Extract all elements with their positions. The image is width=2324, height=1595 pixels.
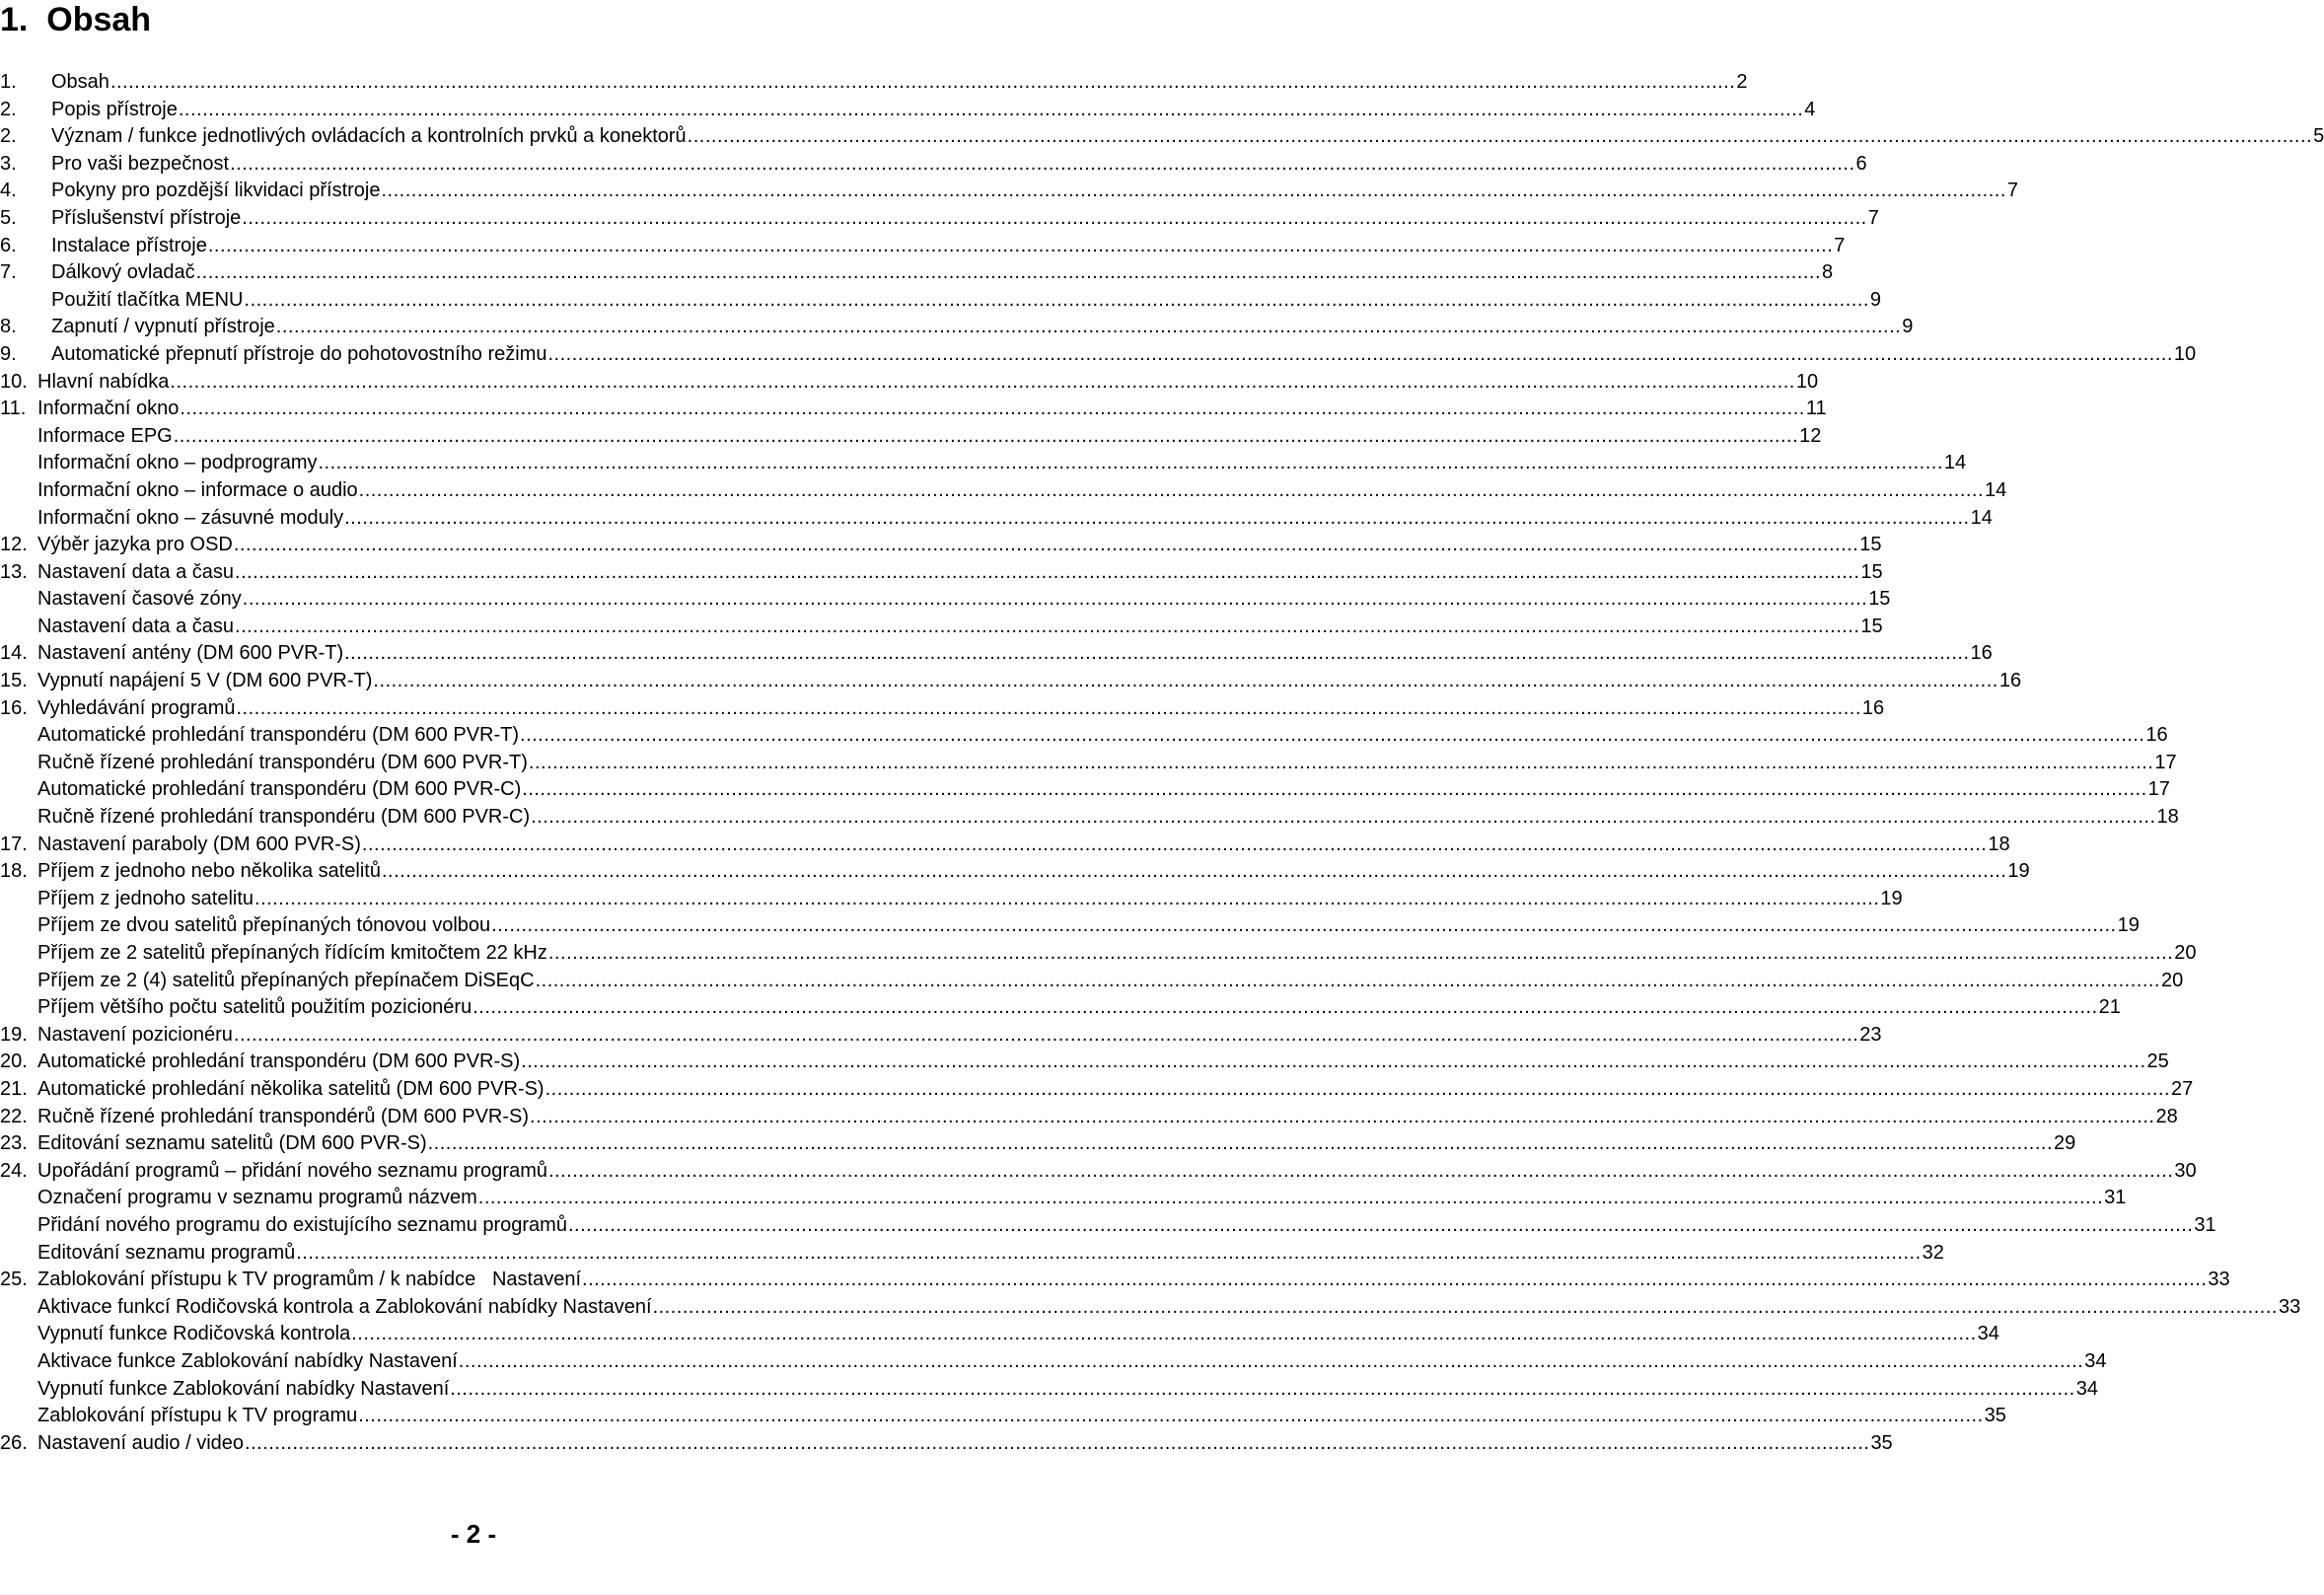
toc-entry-page: 18 [2156, 806, 2179, 829]
toc-entry-number: 3. [0, 152, 17, 175]
toc-entry-number: 26. [0, 1431, 28, 1454]
toc-entry[interactable] [0, 722, 2168, 750]
toc-entry[interactable] [0, 695, 1885, 723]
dot-leader [522, 776, 2146, 804]
toc-entry[interactable] [0, 750, 2177, 777]
dot-leader [208, 233, 1833, 260]
toc-entry-page: 29 [2054, 1132, 2076, 1155]
toc-entry-label: Informační okno [37, 398, 180, 420]
toc-entry[interactable] [0, 423, 1822, 451]
toc-entry-label: Vyhledávání programů [37, 696, 236, 719]
toc-entry[interactable] [0, 886, 1903, 913]
toc-entry-number: 2. [0, 125, 17, 148]
toc-entry-label: Aktivace funkcí Rodičovská kontrola a Zablokování nabídky Nastavení [37, 1295, 652, 1318]
dot-leader [362, 832, 1987, 859]
toc-entry-page: 9 [1902, 316, 1914, 338]
table-of-contents [0, 69, 2324, 1457]
dot-leader [478, 1185, 2103, 1212]
dot-leader [491, 912, 2116, 940]
dot-leader [428, 1130, 2053, 1158]
toc-entry[interactable] [0, 1348, 2107, 1376]
toc-entry-number: 25. [0, 1269, 28, 1291]
dot-leader [170, 369, 1794, 397]
page-number-footer: - 2 - [450, 1519, 497, 1549]
toc-entry-label: Přidání nového programu do existujícího seznamu programů [37, 1213, 567, 1236]
toc-entry-page: 4 [1804, 98, 1816, 120]
toc-entry[interactable] [0, 940, 2197, 968]
toc-entry-label: Příslušenství přístroje [51, 206, 242, 229]
toc-entry[interactable] [0, 1158, 2197, 1186]
dot-leader [548, 341, 2173, 369]
toc-entry-page: 20 [2160, 969, 2184, 991]
dot-leader [180, 396, 1804, 423]
toc-entry-label: Příjem ze 2 satelitů přepínaných řídícím kmitočtem 22 kHz [37, 942, 547, 964]
toc-entry[interactable] [0, 668, 2022, 695]
toc-entry-label: Aktivace funkce Zablokování nabídky Nastavení [37, 1349, 458, 1372]
toc-entry-page: 34 [1977, 1323, 1999, 1345]
toc-entry-page: 34 [2084, 1349, 2107, 1372]
toc-entry-label: Pokyny pro pozdější likvidaci přístroje [51, 180, 381, 202]
toc-entry-number: 21. [0, 1077, 28, 1100]
toc-entry-number: 16. [0, 696, 28, 719]
dot-leader [582, 1267, 2207, 1294]
toc-entry-label: Příjem ze 2 (4) satelitů přepínaných přepínačem DiSEqC [37, 969, 535, 991]
toc-entry-number: 23. [0, 1132, 28, 1155]
dot-leader [530, 1104, 2154, 1131]
toc-entry-label: Obsah [51, 71, 109, 93]
toc-entry-page: 15 [1860, 560, 1883, 583]
toc-entry[interactable] [0, 396, 1827, 423]
toc-entry[interactable] [0, 912, 2140, 940]
toc-entry-number: 9. [0, 342, 17, 365]
toc-entry-page: 23 [1859, 1023, 1882, 1046]
toc-entry-page: 32 [1922, 1241, 1944, 1264]
toc-entry-page: 21 [2098, 996, 2121, 1019]
dot-leader [276, 314, 1901, 341]
page-title: 1. Obsah [0, 1, 152, 38]
toc-entry-number: 19. [0, 1023, 28, 1046]
dot-leader [373, 668, 1997, 695]
toc-entry-number: 2. [0, 98, 17, 120]
toc-entry[interactable] [0, 994, 2121, 1022]
toc-entry-label: Dálkový ovladač [51, 261, 195, 284]
toc-entry-label: Příjem z jednoho satelitu [37, 887, 254, 909]
toc-entry-label: Automatické prohledání několika satelitů (DM 600 PVR-S) [37, 1077, 545, 1100]
toc-entry-page: 7 [1834, 234, 1846, 256]
toc-entry-label: Vypnutí funkce Zablokování nabídky Nastavení [37, 1377, 450, 1400]
toc-entry-page: 15 [1868, 588, 1891, 611]
dot-leader [234, 1022, 1858, 1050]
toc-entry[interactable] [0, 233, 1846, 260]
toc-entry[interactable] [0, 1130, 2076, 1158]
toc-entry-number: 22. [0, 1105, 28, 1127]
toc-entry-page: 35 [1870, 1431, 1893, 1454]
dot-leader [653, 1294, 2278, 1322]
toc-entry[interactable] [0, 1403, 2006, 1430]
toc-entry-page: 15 [1860, 615, 1883, 637]
toc-entry-number: 4. [0, 180, 17, 202]
dot-leader [359, 477, 1984, 505]
toc-entry-number: 20. [0, 1051, 28, 1073]
toc-entry[interactable] [0, 151, 1867, 179]
toc-entry-page: 11 [1805, 398, 1827, 420]
toc-entry[interactable] [0, 1240, 1944, 1268]
toc-entry-label: Výběr jazyka pro OSD [37, 534, 233, 556]
dot-leader [230, 151, 1854, 179]
toc-entry-number: 24. [0, 1159, 28, 1182]
toc-entry[interactable] [0, 1185, 2127, 1212]
toc-entry[interactable] [0, 1267, 2230, 1294]
dot-leader [529, 750, 2153, 777]
dot-leader [319, 450, 1943, 477]
toc-entry-page: 17 [2154, 751, 2177, 773]
toc-entry[interactable] [0, 1104, 2178, 1131]
toc-entry[interactable] [0, 776, 2170, 804]
toc-entry-label: Zapnutí / vypnutí přístroje [51, 316, 275, 338]
toc-entry[interactable] [0, 450, 1967, 477]
toc-entry-label: Upořádání programů – přidání nového seznamu programů [37, 1159, 547, 1182]
toc-entry-page: 2 [1736, 71, 1748, 93]
toc-entry-label: Automatické prohledání transpondéru (DM 600 PVR-S) [37, 1051, 521, 1073]
toc-entry[interactable] [0, 804, 2179, 832]
toc-entry-page: 7 [1867, 206, 1879, 229]
toc-entry-label: Automatické prohledání transpondéru (DM 600 PVR-C) [37, 778, 522, 801]
toc-entry-page: 35 [1984, 1405, 2006, 1427]
dot-leader [548, 940, 2173, 968]
toc-entry[interactable] [0, 314, 1914, 341]
toc-entry-page: 16 [1861, 696, 1885, 719]
toc-entry-number: 17. [0, 833, 28, 855]
toc-entry-number: 18. [0, 860, 28, 883]
toc-entry[interactable] [0, 287, 1882, 315]
toc-entry-page: 5 [2313, 125, 2324, 148]
toc-entry-number: 7. [0, 261, 17, 284]
toc-entry[interactable] [0, 858, 2030, 886]
toc-entry-page: 17 [2147, 778, 2170, 801]
toc-entry-page: 14 [1970, 506, 1993, 529]
toc-entry-page: 27 [2170, 1077, 2194, 1100]
toc-entry-page: 10 [2173, 342, 2197, 365]
toc-entry-label: Informační okno – podprogramy [37, 452, 318, 474]
toc-entry-page: 28 [2155, 1105, 2178, 1127]
toc-entry[interactable] [0, 832, 2010, 859]
toc-entry-page: 16 [1970, 642, 1993, 665]
toc-entry-page: 31 [2104, 1187, 2127, 1209]
toc-entry[interactable] [0, 1076, 2194, 1104]
toc-entry-page: 19 [2117, 914, 2140, 937]
toc-entry[interactable] [0, 614, 1883, 641]
toc-entry[interactable] [0, 968, 2184, 995]
toc-entry[interactable] [0, 1376, 2098, 1404]
toc-entry-label: Informační okno – informace o audio [37, 478, 358, 501]
dot-leader [237, 695, 1861, 723]
toc-entry-page: 31 [2194, 1213, 2216, 1236]
dot-leader [520, 722, 2144, 750]
toc-entry-label: Editování seznamu satelitů (DM 600 PVR-S) [37, 1132, 427, 1155]
dot-leader [344, 505, 1969, 533]
toc-entry-page: 33 [2208, 1269, 2230, 1291]
toc-entry-label: Nastavení data a času [37, 560, 235, 583]
dot-leader [382, 858, 2006, 886]
dot-leader [235, 559, 1859, 587]
toc-entry-page: 18 [1988, 833, 2010, 855]
toc-entry-page: 33 [2278, 1295, 2301, 1318]
toc-entry-label: Ručně řízené prohledání transpondérů (DM 600 PVR-S) [37, 1105, 530, 1127]
toc-entry-page: 19 [1880, 887, 1903, 909]
dot-leader [568, 1212, 2193, 1240]
toc-entry-page: 16 [1998, 670, 2022, 692]
toc-entry-label: Nastavení časové zóny [37, 588, 242, 611]
toc-entry-number: 12. [0, 534, 28, 556]
toc-entry-label: Zablokování přístupu k TV programům / k nabídce Nastavení [37, 1269, 582, 1291]
toc-entry-page: 9 [1869, 288, 1882, 311]
toc-entry-page: 7 [2006, 180, 2019, 202]
toc-entry-page: 34 [2075, 1377, 2098, 1400]
dot-leader [243, 586, 1867, 614]
toc-entry[interactable] [0, 1321, 1999, 1348]
toc-entry-number: 1. [0, 71, 17, 93]
toc-entry-label: Nastavení data a času [37, 615, 235, 637]
dot-leader [174, 423, 1798, 451]
dot-leader [344, 640, 1969, 668]
toc-entry-label: Editování seznamu programů [37, 1241, 296, 1264]
dot-leader [531, 804, 2155, 832]
toc-entry-label: Příjem z jednoho nebo několika satelitů [37, 860, 381, 883]
toc-entry[interactable] [0, 1212, 2216, 1240]
toc-entry-label: Nastavení antény (DM 600 PVR-T) [37, 642, 344, 665]
toc-entry-number: 6. [0, 234, 17, 256]
dot-leader [351, 1321, 1976, 1348]
toc-entry[interactable] [0, 477, 2007, 505]
toc-entry-label: Příjem většího počtu satelitů použitím pozicionéru [37, 996, 472, 1019]
toc-entry[interactable] [0, 532, 1882, 559]
toc-entry-label: Použití tlačítka MENU [51, 288, 244, 311]
toc-entry-page: 15 [1859, 534, 1882, 556]
toc-entry-label: Zablokování přístupu k TV programu [37, 1405, 358, 1427]
toc-entry-label: Nastavení audio / video [37, 1431, 245, 1454]
dot-leader [234, 532, 1858, 559]
toc-entry[interactable] [0, 341, 2197, 369]
toc-entry-label: Vypnutí napájení 5 V (DM 600 PVR-T) [37, 670, 373, 692]
dot-leader [242, 205, 1866, 233]
toc-entry-label: Nastavení pozicionéru [37, 1023, 233, 1046]
dot-leader [688, 123, 2312, 151]
toc-entry-page: 14 [1985, 478, 2007, 501]
dot-leader [521, 1049, 2145, 1076]
toc-entry-label: Nastavení paraboly (DM 600 PVR-S) [37, 833, 361, 855]
toc-entry[interactable] [0, 559, 1883, 587]
toc-entry[interactable] [0, 97, 1816, 124]
toc-entry-label: Informace EPG [37, 424, 173, 447]
toc-entry[interactable] [0, 1022, 1882, 1050]
toc-entry-label: Automatické přepnutí přístroje do pohotovostního režimu [51, 342, 547, 365]
toc-entry-label: Hlavní nabídka [37, 370, 170, 393]
toc-entry[interactable] [0, 640, 1993, 668]
toc-entry[interactable] [0, 259, 1834, 287]
toc-entry-label: Příjem ze dvou satelitů přepínaných tónovou volbou [37, 914, 491, 937]
dot-leader [548, 1158, 2173, 1186]
toc-entry-page: 6 [1855, 152, 1867, 175]
dot-leader [450, 1376, 2074, 1404]
toc-entry-page: 19 [2007, 860, 2030, 883]
dot-leader [472, 994, 2097, 1022]
toc-entry-label: Automatické prohledání transpondéru (DM 600 PVR-T) [37, 724, 520, 747]
toc-entry[interactable] [0, 123, 2324, 151]
dot-leader [245, 287, 1869, 315]
dot-leader [110, 69, 1735, 97]
toc-entry-page: 16 [2145, 724, 2168, 747]
toc-entry-page: 8 [1822, 261, 1834, 284]
toc-entry-label: Informační okno – zásuvné moduly [37, 506, 344, 529]
toc-entry-label: Ručně řízené prohledání transpondéru (DM 600 PVR-C) [37, 806, 531, 829]
toc-entry-page: 30 [2174, 1159, 2197, 1182]
toc-entry[interactable] [0, 586, 1891, 614]
toc-entry[interactable] [0, 369, 1819, 397]
toc-entry[interactable] [0, 505, 1993, 533]
dot-leader [235, 614, 1859, 641]
toc-entry-label: Instalace přístroje [51, 234, 207, 256]
toc-entry-number: 14. [0, 642, 28, 665]
dot-leader [245, 1430, 1869, 1458]
toc-entry-number: 15. [0, 670, 28, 692]
toc-entry-label: Pro vaši bezpečnost [51, 152, 230, 175]
toc-entry-page: 10 [1795, 370, 1819, 393]
toc-entry-page: 12 [1799, 424, 1822, 447]
toc-entry[interactable] [0, 1049, 2169, 1076]
toc-entry-page: 14 [1943, 452, 1967, 474]
toc-entry-label: Význam / funkce jednotlivých ovládacích a kontrolních prvků a konektorů [51, 125, 687, 148]
dot-leader [179, 97, 1803, 124]
toc-entry-number: 10. [0, 370, 28, 393]
toc-entry-label: Označení programu v seznamu programů názvem [37, 1187, 477, 1209]
toc-entry-label: Ručně řízené prohledání transpondéru (DM 600 PVR-T) [37, 751, 528, 773]
toc-entry-page: 25 [2146, 1051, 2169, 1073]
toc-entry-label: Vypnutí funkce Rodičovská kontrola [37, 1323, 351, 1345]
toc-entry-number: 11. [0, 398, 27, 420]
toc-entry[interactable] [0, 1294, 2301, 1322]
dot-leader [296, 1240, 1921, 1268]
dot-leader [381, 178, 2005, 205]
toc-entry-page: 20 [2174, 942, 2197, 964]
toc-entry-number: 13. [0, 560, 28, 583]
toc-entry[interactable] [0, 178, 2019, 205]
toc-entry-number: 5. [0, 206, 17, 229]
toc-entry-number: 8. [0, 316, 17, 338]
toc-entry-label: Popis přístroje [51, 98, 178, 120]
dot-leader [254, 886, 1879, 913]
toc-entry[interactable] [0, 205, 1879, 233]
toc-entry[interactable] [0, 1430, 1893, 1458]
dot-leader [358, 1403, 1983, 1430]
toc-entry[interactable] [0, 69, 1748, 97]
dot-leader [545, 1076, 2170, 1104]
dot-leader [536, 968, 2160, 995]
dot-leader [459, 1348, 2083, 1376]
dot-leader [196, 259, 1821, 287]
